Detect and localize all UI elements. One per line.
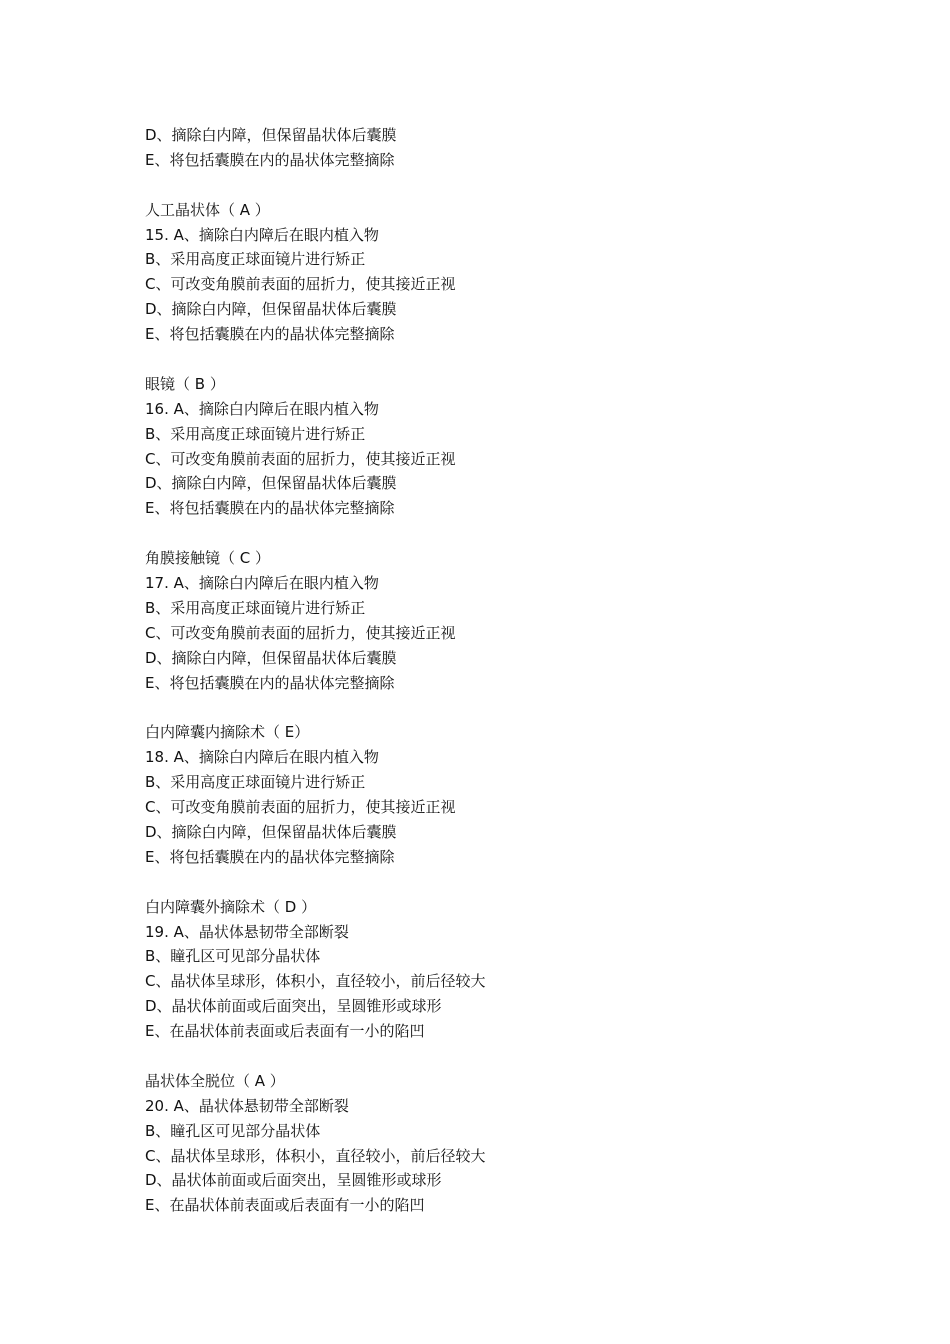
option-line: C、可改变角膜前表面的屈折力，使其接近正视 xyxy=(145,623,456,642)
option-line: 20. A、晶状体悬韧带全部断裂 xyxy=(145,1096,349,1115)
option-line: E、将包括囊膜在内的晶状体完整摘除 xyxy=(145,673,395,692)
option-line: E、将包括囊膜在内的晶状体完整摘除 xyxy=(145,499,395,518)
blank-line xyxy=(145,521,845,546)
question-block xyxy=(145,895,845,1044)
option-line: B、采用高度正球面镜片进行矫正 xyxy=(145,424,366,443)
option-line: 18. A、摘除白内障后在眼内植入物 xyxy=(145,748,379,767)
option-line: 16. A、摘除白内障后在眼内植入物 xyxy=(145,399,379,418)
option-line: E、将包括囊膜在内的晶状体完整摘除 xyxy=(145,150,395,169)
option-line: B、采用高度正球面镜片进行矫正 xyxy=(145,773,366,792)
option-line: D、晶状体前面或后面突出，呈圆锥形或球形 xyxy=(145,997,442,1016)
option-line: D、摘除白内障，但保留晶状体后囊膜 xyxy=(145,300,397,319)
option-line: E、将包括囊膜在内的晶状体完整摘除 xyxy=(145,325,395,344)
option-line: C、可改变角膜前表面的屈折力，使其接近正视 xyxy=(145,798,456,817)
question-block xyxy=(145,198,845,347)
question-stem: 眼镜（ B ） xyxy=(145,374,225,393)
option-line: E、将包括囊膜在内的晶状体完整摘除 xyxy=(145,847,395,866)
document-body xyxy=(145,123,845,1218)
option-line: C、可改变角膜前表面的屈折力，使其接近正视 xyxy=(145,449,456,468)
question-stem: 白内障囊内摘除术（ E） xyxy=(145,723,310,742)
option-line: D、晶状体前面或后面突出，呈圆锥形或球形 xyxy=(145,1171,442,1190)
option-line: B、瞳孔区可见部分晶状体 xyxy=(145,947,321,966)
blank-line xyxy=(145,695,845,720)
lead-options xyxy=(145,123,845,173)
question-block xyxy=(145,1069,845,1218)
option-line: 17. A、摘除白内障后在眼内植入物 xyxy=(145,574,379,593)
option-line: 15. A、摘除白内障后在眼内植入物 xyxy=(145,225,379,244)
option-line: E、在晶状体前表面或后表面有一小的陷凹 xyxy=(145,1196,425,1215)
option-line: B、采用高度正球面镜片进行矫正 xyxy=(145,250,366,269)
option-line: D、摘除白内障，但保留晶状体后囊膜 xyxy=(145,474,397,493)
question-stem: 白内障囊外摘除术（ D ） xyxy=(145,897,317,916)
option-line: D、摘除白内障，但保留晶状体后囊膜 xyxy=(145,822,397,841)
question-block xyxy=(145,720,845,869)
option-line: C、晶状体呈球形，体积小，直径较小，前后径较大 xyxy=(145,972,486,991)
option-line: B、采用高度正球面镜片进行矫正 xyxy=(145,598,366,617)
option-line: D、摘除白内障，但保留晶状体后囊膜 xyxy=(145,126,397,144)
option-line: E、在晶状体前表面或后表面有一小的陷凹 xyxy=(145,1022,425,1041)
option-line: B、瞳孔区可见部分晶状体 xyxy=(145,1121,321,1140)
question-stem: 晶状体全脱位（ A ） xyxy=(145,1071,285,1090)
question-stem: 人工晶状体（ A ） xyxy=(145,200,270,219)
option-line: C、可改变角膜前表面的屈折力，使其接近正视 xyxy=(145,275,456,294)
question-block xyxy=(145,372,845,521)
blank-line xyxy=(145,347,845,372)
option-line: C、晶状体呈球形，体积小，直径较小，前后径较大 xyxy=(145,1146,486,1165)
question-stem: 角膜接触镜（ C ） xyxy=(145,549,271,568)
blank-line xyxy=(145,173,845,198)
option-line: D、摘除白内障，但保留晶状体后囊膜 xyxy=(145,648,397,667)
question-block xyxy=(145,546,845,695)
option-line: 19. A、晶状体悬韧带全部断裂 xyxy=(145,922,349,941)
blank-line xyxy=(145,1044,845,1069)
blank-line xyxy=(145,870,845,895)
